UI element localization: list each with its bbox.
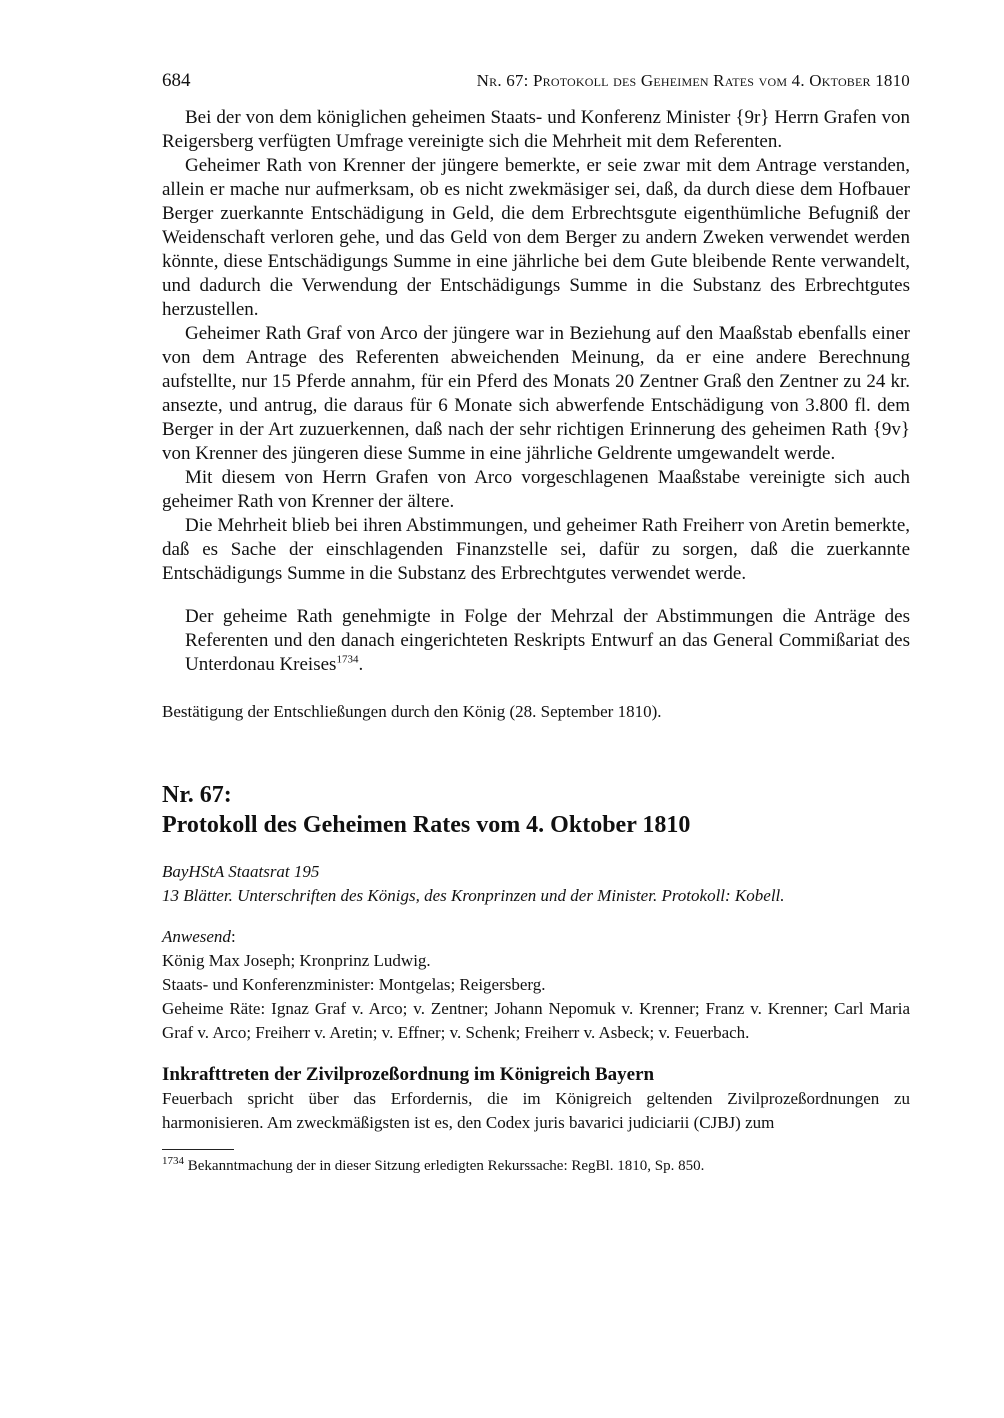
page-number: 684 — [162, 70, 191, 91]
footnote-reference[interactable]: 1734 — [336, 653, 359, 666]
page — [162, 70, 910, 1176]
paragraph-1: Bei der von dem königlichen geheimen Staats- und Konferenz Minister {9r} Herrn Grafen von Reigersberg verfügten Umfrage vereinigte sich die Mehrheit mit dem Referenten. — [162, 107, 910, 152]
section-heading — [162, 780, 910, 840]
resolution-paragraph — [185, 605, 910, 677]
paragraph-4: Mit diesem von Herrn Grafen von Arco vorgeschlagenen Maaßstabe vereinigte sich auch geheimer Rath von Krenner der ältere. — [162, 467, 910, 512]
footnote-divider — [162, 1149, 234, 1150]
paragraph-3: Geheimer Rath Graf von Arco der jüngere war in Beziehung auf den Maaßstab ebenfalls einer von dem Antrage des Referenten abweichenden Meinung, da er eine andere Berechnung aufstellte, nur 15 Pferde annahm, für ein Pferd des Monats 20 Zentner Graß den Zentner zu 24 kr. ansezte, und antrug, die daraus für 6 Monate sich abwerfende Entschädigung von 3.800 fl. dem Berger in der Art zuzuerkennen, daß nach der sehr richtigen Erinnerung des geheimen Rath {9v} von Krenner des jüngeren diese Summe in eine jährliche Geldrente umgewandelt werde. — [162, 323, 910, 464]
footnote — [162, 1156, 910, 1176]
resolution-end: . — [358, 654, 364, 675]
footnote-number: 1734 — [162, 1155, 184, 1167]
attendance-label-line: Anwesend: — [162, 927, 236, 946]
confirmation-note: Bestätigung der Entschließungen durch den König (28. September 1810). — [162, 702, 662, 721]
running-title: Nr. 67: Protokoll des Geheimen Rates vom 4. Oktober 1810 — [476, 71, 910, 90]
footnote-text: Bekanntmachung der in dieser Sitzung erledigten Rekurssache: RegBl. 1810, Sp. 850. — [187, 1158, 705, 1174]
resolution-text: Der geheime Rath genehmigte in Folge der Mehrzal der Abstimmungen die Anträge des Referenten und den danach eingerichteten Reskripts Entwurf an das General Commißariat des Unterdonau Kreises — [185, 606, 910, 675]
topic-heading: Inkrafttreten der Zivilprozeßordnung im Königreich Bayern — [162, 1064, 655, 1085]
paragraph-5: Die Mehrheit blieb bei ihren Abstimmungen, und geheimer Rath Freiherr von Aretin bemerkte, daß es Sache der einschlagenden Finanzstelle sei, dafür zu sorgen, daß die zuerkannte Entschädigungs Summe in die Substanz des Erbrechtgutes verwendet werde. — [162, 515, 910, 584]
attendance-councillors: Geheime Räte: Ignaz Graf v. Arco; v. Zentner; Johann Nepomuk v. Krenner; Franz v. Krenner; Carl Maria Graf v. Arco; Freiherr v. Aretin; v. Effner; v. Schenk; Freiherr v. Asbeck; v. Feuerbach. — [162, 999, 910, 1042]
section-title: Protokoll des Geheimen Rates vom 4. Oktober 1810 — [162, 812, 691, 838]
section-number: Nr. 67: — [162, 782, 232, 808]
attendance-king: König Max Joseph; Kronprinz Ludwig. — [162, 951, 431, 970]
paragraph-2: Geheimer Rath von Krenner der jüngere bemerkte, er seie zwar mit dem Antrage verstanden, allein er mache nur aufmerksam, ob es nicht zwekmäsiger sei, daß, da durch diese dem Hofbauer Berger zuerkannte Entschädigung in Geld, die dem Erbrechtsgute eigenthümliche Befugniß der Weidenschaft verloren gehe, und das Geld von dem Berger zu andern Zweken verwendet werden könnte, diese Entschädigungs Summe in eine jährliche bei dem Gute bleibende Rente verwandelt, und dadurch die Verwendung der Entschädigungs Summe in die Substanz des Erbrechtgutes herzustellen. — [162, 155, 910, 320]
page-header — [162, 70, 910, 92]
attendance-block — [162, 925, 910, 1045]
topic-summary: Feuerbach spricht über das Erfordernis, die im Königreich geltenden Zivilprozeßordnungen zu harmonisieren. Am zweckmäßigsten ist es, den Codex juris bavarici judiciarii (CJBJ) zum — [162, 1089, 910, 1132]
source-block — [162, 860, 910, 908]
attendance-ministers: Staats- und Konferenzminister: Montgelas; Reigersberg. — [162, 975, 546, 994]
source-archive: BayHStA Staatsrat 195 — [162, 862, 320, 881]
source-description: 13 Blätter. Unterschriften des Königs, des Kronprinzen und der Minister. Protokoll: Kobell. — [162, 886, 785, 905]
attendance-label: Anwesend — [162, 927, 231, 946]
